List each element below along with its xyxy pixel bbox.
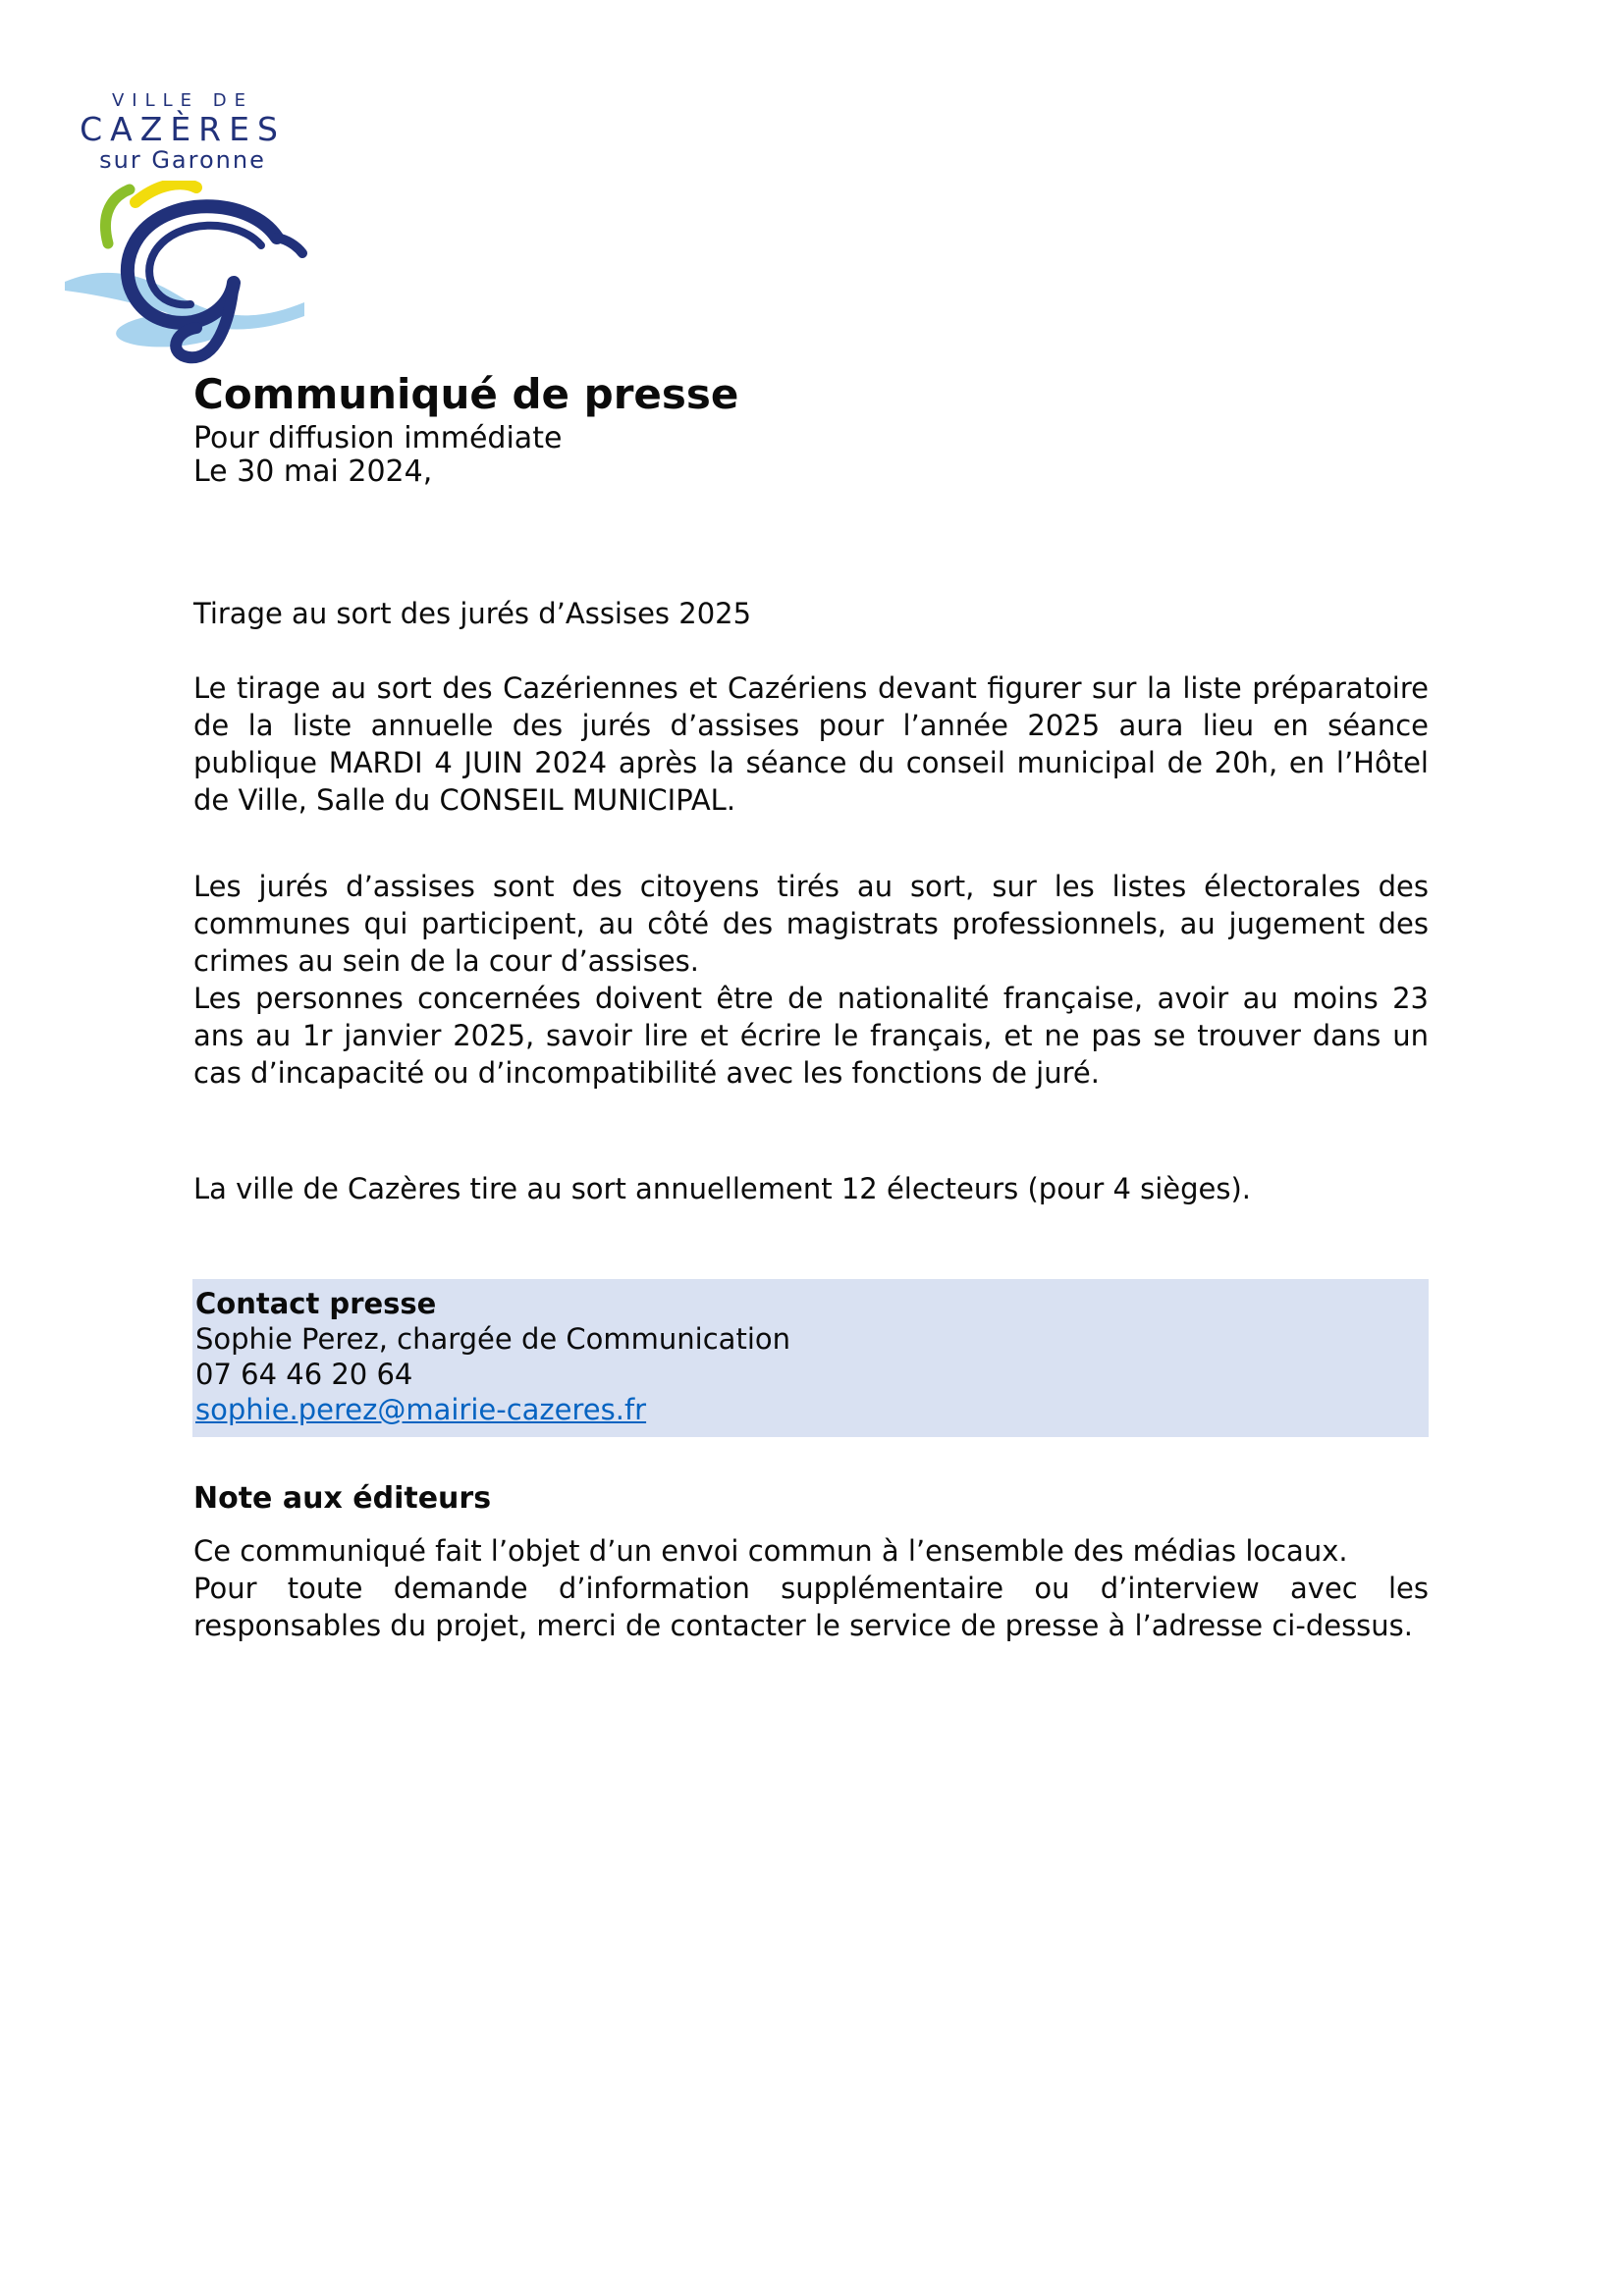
contact-email-row xyxy=(195,1392,1429,1427)
wordmark-sur-garonne: sur Garonne xyxy=(99,146,266,174)
paragraph-jures-part1: Les jurés d’assises sont des citoyens tirés au sort, sur les listes électorales des communes qui participent, au côté des magistrats professionnels, au jugement des crimes au sein de la cour d’assises. xyxy=(193,870,1429,978)
cazeres-logo-icon xyxy=(57,181,310,373)
diffusion-line: Pour diffusion immédiate xyxy=(193,421,563,455)
contact-email-link[interactable]: sophie.perez@mairie-cazeres.fr xyxy=(195,1393,647,1426)
paragraph-jures-part2: Les personnes concernées doivent être de nationalité française, avoir au moins 23 ans au 1r janvier 2025, savoir lire et écrire le français, et ne pas se trouver dans un cas d’incapacité ou d’incompatibilité avec les fonctions de juré. xyxy=(193,982,1429,1090)
wordmark-cazeres: CAZÈRES xyxy=(80,110,286,148)
city-wordmark xyxy=(59,91,306,173)
date-line: Le 30 mai 2024, xyxy=(193,454,433,489)
editors-note-line1: Ce communiqué fait l’objet d’un envoi commun à l’ensemble des médias locaux. xyxy=(193,1534,1348,1568)
contact-press-box xyxy=(192,1279,1429,1437)
contact-name-role: Sophie Perez, chargée de Communication xyxy=(195,1322,790,1356)
editors-note-paragraph xyxy=(193,1532,1429,1644)
paragraph-tirage: Le tirage au sort des Cazériennes et Cazériens devant figurer sur la liste préparatoire de la liste annuelle des jurés d’assises pour l’année 2025 aura lieu en séance publique MARDI 4 JUIN 2024 après la séance du conseil municipal de 20h, en l’Hôtel de Ville, Salle du CONSEIL MUNICIPAL. xyxy=(193,671,1429,817)
editors-note-heading: Note aux éditeurs xyxy=(193,1481,492,1516)
contact-heading: Contact presse xyxy=(195,1287,437,1320)
editors-note-rest: Pour toute demande d’information supplémentaire ou d’interview avec les responsables du projet, merci de contacter le service de presse à l’adresse ci-dessus. xyxy=(193,1572,1429,1642)
wordmark-ville-de: VILLE DE xyxy=(111,90,253,111)
contact-phone: 07 64 46 20 64 xyxy=(195,1358,413,1391)
subject-line: Tirage au sort des jurés d’Assises 2025 xyxy=(193,597,752,630)
page-title: Communiqué de presse xyxy=(193,370,739,418)
paragraph-electeurs: La ville de Cazères tire au sort annuellement 12 électeurs (pour 4 sièges). xyxy=(193,1172,1252,1205)
paragraph-jures xyxy=(193,868,1429,1092)
